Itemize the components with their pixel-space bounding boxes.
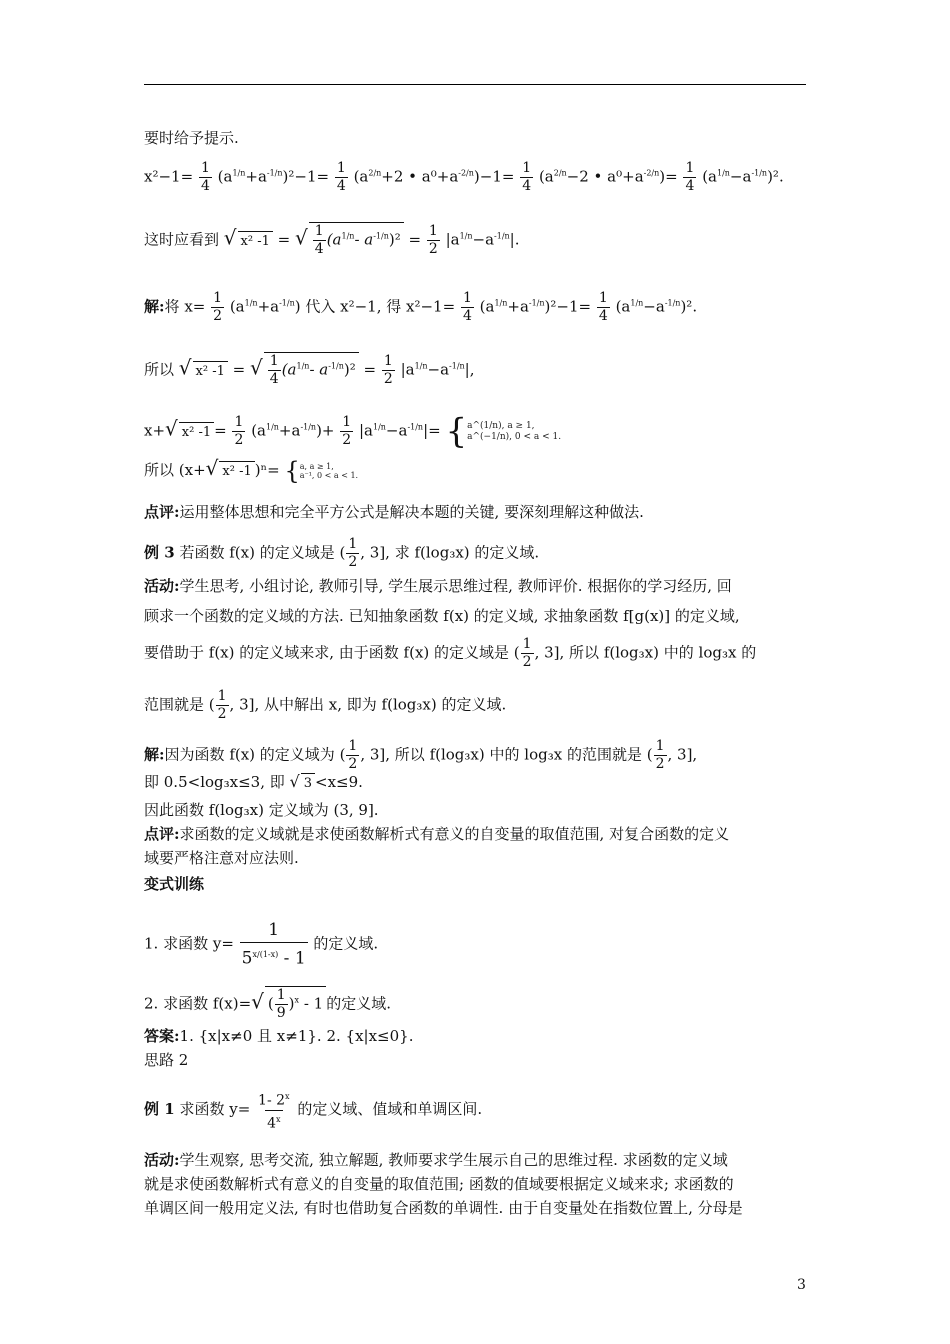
- formula-line: x+√ x² -1 = $\frac{1}{2}$ $(a^{1/n}+a^{-1/n})+$ $\frac{1}{2}$ $|a^{1/n}-a^{-1/n}|=$ { a^(1/n), a ≥ 1, a^(−1/n), 0 < a < 1.: [144, 411, 562, 452]
- text-line: 思路 2: [144, 1051, 189, 1069]
- exercise-line: 2. 求函数 f(x)=√ ( $\frac{1}{9}$ )$^x$ - 1 的定义域.: [144, 987, 391, 1021]
- review-line: 点评:求函数的定义域就是求使函数解析式有意义的自变量的取值范围, 对复合函数的定义: [144, 825, 730, 843]
- review-line: 点评:运用整体思想和完全平方公式是解决本题的关键, 要深刻理解这种做法.: [144, 503, 644, 521]
- formula-line: 所以 √ x² -1 = √ $\frac{1}{4}$ ($a^{1/n}-$ $a^{-1/n})^2$ = $\frac{1}{2}$ $|a^{1/n}-a^{-1/n}|$,: [144, 353, 475, 387]
- activity-line: 活动:学生思考, 小组讨论, 教师引导, 学生展示思维过程, 教师评价. 根据你的学习经历, 回: [144, 577, 732, 595]
- answer-line: 答案:1. {x|x≠0 且 x≠1}. 2. {x|x≤0}.: [144, 1027, 414, 1045]
- section-title: 变式训练: [144, 875, 205, 893]
- example-line: 例 1 求函数 y= $\frac{1- 2^x}{4^x}$ 的定义域、值域和单调区间.: [144, 1092, 483, 1132]
- formula-line: 这时应看到 √ x² -1 = √ $\frac{1}{4}$ ($a^{1/n}-$ $a^{-1/n})^2$ = $\frac{1}{2}$ $|a^{1/n}-a^{-1/n}|$.: [144, 223, 520, 257]
- text-line: 要借助于 f(x) 的定义域来求, 由于函数 f(x) 的定义域是 ( $\frac{1}{2}$ , 3], 所以 f(log₃x) 中的 log₃x 的: [144, 636, 757, 670]
- page-number: 3: [797, 1277, 806, 1293]
- fraction: $\frac{1}{4}$: [685, 160, 695, 194]
- solution-line: 解:将 x= $\frac{1}{2}$ $(a^{1/n}+a^{-1/n})$ 代入 x²−1, 得 x²−1= $\frac{1}{4}$ $(a^{1/n}+a^{-1/n})^2-1=$ $\frac{1}{4}$ $(a^{1/n}-a^{-1/n})^2$.: [144, 290, 698, 324]
- text-line: 范围就是 ( $\frac{1}{2}$ , 3], 从中解出 x, 即为 f(log₃x) 的定义域.: [144, 688, 507, 722]
- fraction: $\frac{1}{4}$: [200, 160, 210, 194]
- activity-line: 活动:学生观察, 思考交流, 独立解题, 教师要求学生展示自己的思维过程. 求函数的定义域: [144, 1151, 728, 1169]
- fraction: $\frac{1}{2}$: [428, 223, 438, 257]
- example-line: 例 3 若函数 f(x) 的定义域是 ( $\frac{1}{2}$ , 3], 求 f(log₃x) 的定义域.: [144, 536, 540, 570]
- exercise-line: 1. 求函数 y= $\frac{1}{5^{x/(1-x)} - 1}$ 的定义域.: [144, 920, 379, 969]
- text-line: 就是求使函数解析式有意义的自变量的取值范围; 函数的值域要根据定义域来求; 求函数的: [144, 1175, 734, 1193]
- header-rule: [144, 84, 806, 85]
- formula-line: x²−1= $\frac{1}{4}$ $(a^{1/n}+a^{-1/n})^2-1=$ $\frac{1}{4}$ ($a^{2/n}+2$ • $a^0+a^{-2/n})-1=$ $\frac{1}{4}$ ($a^{2/n}-2$ • $a^0+a^{-2/n})=$ $\frac{1}{4}$ $(a^{1/n}-a^{-1/n})^2$.: [144, 160, 784, 194]
- text-line: 即 0.5<log₃x≤3, 即 √ 3 <x≤9.: [144, 772, 363, 794]
- text-line: 域要严格注意对应法则.: [144, 849, 299, 867]
- formula-line: 所以 (x+√ x² -1 )ⁿ= { a, a ≥ 1, a⁻¹, 0 < a < 1.: [144, 456, 359, 485]
- fraction: $\frac{1}{4}$: [336, 160, 346, 194]
- text-line: 因此函数 f(log₃x) 定义域为 (3, 9].: [144, 801, 379, 819]
- text-line: 顾求一个函数的定义域的方法. 已知抽象函数 f(x) 的定义域, 求抽象函数 f[g(x)] 的定义域,: [144, 607, 740, 625]
- solution-line: 解:因为函数 f(x) 的定义域为 ( $\frac{1}{2}$ , 3], 所以 f(log₃x) 中的 log₃x 的范围就是 ( $\frac{1}{2}$ , 3],: [144, 738, 698, 772]
- fraction: $\frac{1}{4}$: [522, 160, 532, 194]
- text-line: 要时给予提示.: [144, 129, 239, 147]
- text-line: 单调区间一般用定义法, 有时也借助复合函数的单调性. 由于自变量处在指数位置上, 分母是: [144, 1199, 743, 1217]
